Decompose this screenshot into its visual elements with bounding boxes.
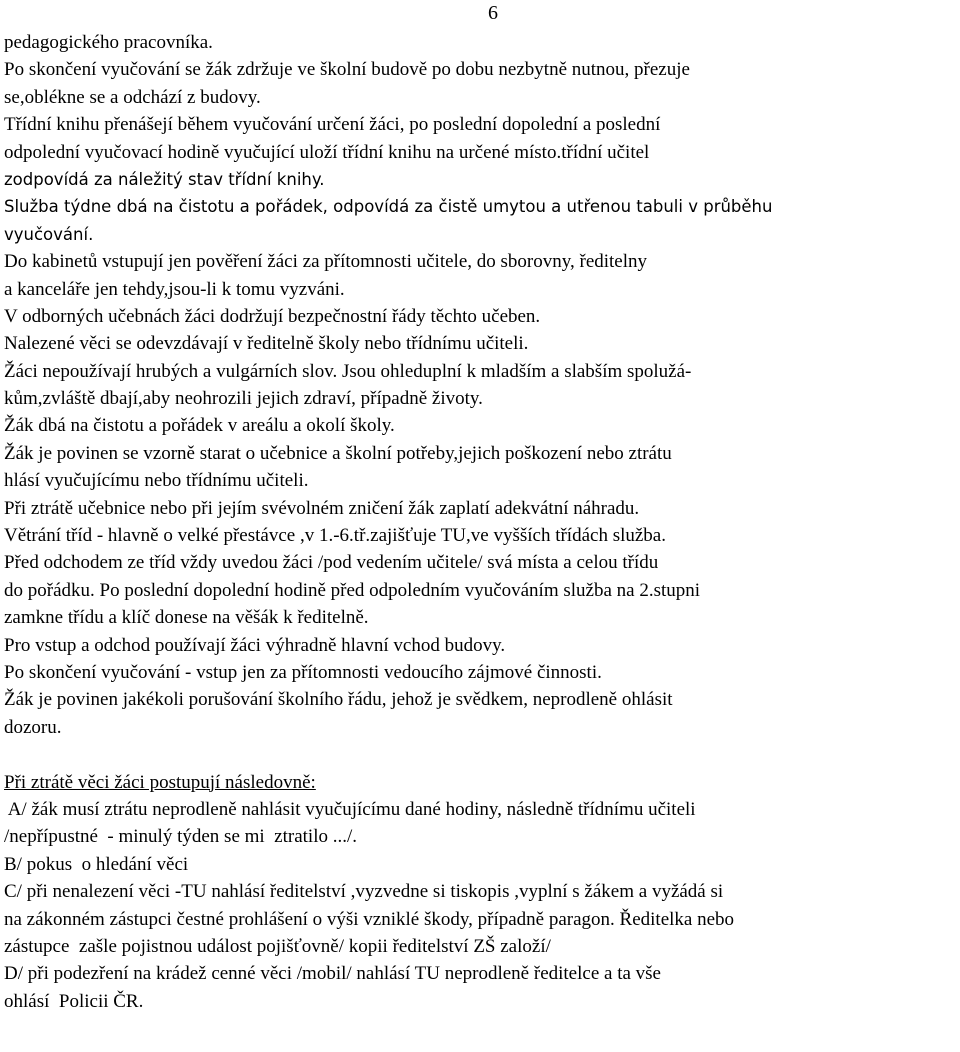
paragraph-spacer — [4, 741, 956, 768]
document-body — [4, 29, 956, 1015]
text-line: kům,zvláště dbají,aby neohrozili jejich zdraví, případně životy. — [4, 388, 483, 410]
text-line: Před odchodem ze tříd vždy uvedou žáci /pod vedením učitele/ svá místa a celou třídu — [4, 552, 659, 574]
text-line: a kanceláře jen tehdy,jsou-li k tomu vyzváni. — [4, 278, 345, 300]
text-line: zodpovídá za náležitý stav třídní knihy. — [4, 169, 325, 189]
text-line: do pořádku. Po poslední dopolední hodině před odpoledním vyučováním služba na 2.stupni — [4, 579, 701, 601]
text-line: Do kabinetů vstupují jen pověření žáci za přítomnosti učitele, do sborovny, ředitelny — [4, 251, 648, 273]
text-line: pedagogického pracovníka. — [4, 32, 213, 53]
text-line: /nepřípustné - minulý týden se mi ztratilo .../. — [4, 826, 358, 848]
text-line: hlásí vyučujícímu nebo třídnímu učiteli. — [4, 470, 309, 492]
text-line: vyučování. — [4, 224, 94, 244]
text-line: Při ztrátě učebnice nebo při jejím svévolném zničení žák zaplatí adekvátní náhradu. — [4, 497, 640, 519]
text-line: odpolední vyučovací hodině vyučující uloží třídní knihu na určené místo.třídní učitel — [4, 141, 650, 163]
text-line: na zákonném zástupci čestné prohlášení o výši vzniklé škody, případně paragon. Ředitelka nebo — [4, 908, 735, 930]
text-line: Větrání tříd - hlavně o velké přestávce ,v 1.-6.tř.zajišťuje TU,ve vyšších třídách služba. — [4, 525, 666, 547]
text-line: Po skončení vyučování se žák zdržuje ve školní budově po dobu nezbytně nutnou, přezuje — [4, 59, 690, 81]
text-line: A/ žák musí ztrátu neprodleně nahlásit vyučujícímu dané hodiny, následně třídnímu učiteli — [4, 798, 696, 820]
text-line: dozoru. — [4, 716, 62, 738]
text-line: C/ při nenalezení věci -TU nahlásí ředitelství ,vyzvedne si tiskopis ,vyplní s žákem a vyžádá si — [4, 881, 724, 903]
text-line: Třídní knihu přenášejí během vyučování určení žáci, po poslední dopolední a poslední — [4, 114, 661, 136]
text-line: ohlásí Policii ČR. — [4, 990, 144, 1012]
text-line: Po skončení vyučování - vstup jen za přítomnosti vedoucího zájmové činnosti. — [4, 661, 602, 683]
text-line: D/ při podezření na krádež cenné věci /mobil/ nahlásí TU neprodleně ředitelce a ta vše — [4, 963, 661, 985]
text-line: Nalezené věci se odevzdávají v ředitelně školy nebo třídnímu učiteli. — [4, 333, 529, 355]
text-line: Žák dbá na čistotu a pořádek v areálu a okolí školy. — [4, 415, 395, 437]
lost-items-heading: Při ztrátě věci žáci postupují následovně: — [4, 771, 316, 793]
text-line: Žák je povinen jakékoli porušování školního řádu, jehož je svědkem, neprodleně ohlásit — [4, 689, 673, 711]
text-line: Služba týdne dbá na čistotu a pořádek, odpovídá za čistě umytou a utřenou tabuli v průběhu — [4, 197, 773, 217]
text-line: B/ pokus o hledání věci — [4, 853, 189, 875]
text-line: se,oblékne se a odchází z budovy. — [4, 86, 261, 108]
text-line: Pro vstup a odchod používají žáci výhradně hlavní vchod budovy. — [4, 634, 506, 656]
text-line: zamkne třídu a klíč donese na věšák k ředitelně. — [4, 607, 369, 629]
text-line: Žák je povinen se vzorně starat o učebnice a školní potřeby,jejich poškození nebo ztrátu — [4, 442, 672, 464]
page-number: 6 — [488, 2, 498, 24]
text-line: zástupce zašle pojistnou událost pojišťovně/ kopii ředitelství ZŠ založí/ — [4, 935, 551, 957]
text-line: Žáci nepoužívají hrubých a vulgárních slov. Jsou ohleduplní k mladším a slabším spolužá- — [4, 360, 692, 382]
text-line: V odborných učebnách žáci dodržují bezpečnostní řády těchto učeben. — [4, 305, 541, 327]
